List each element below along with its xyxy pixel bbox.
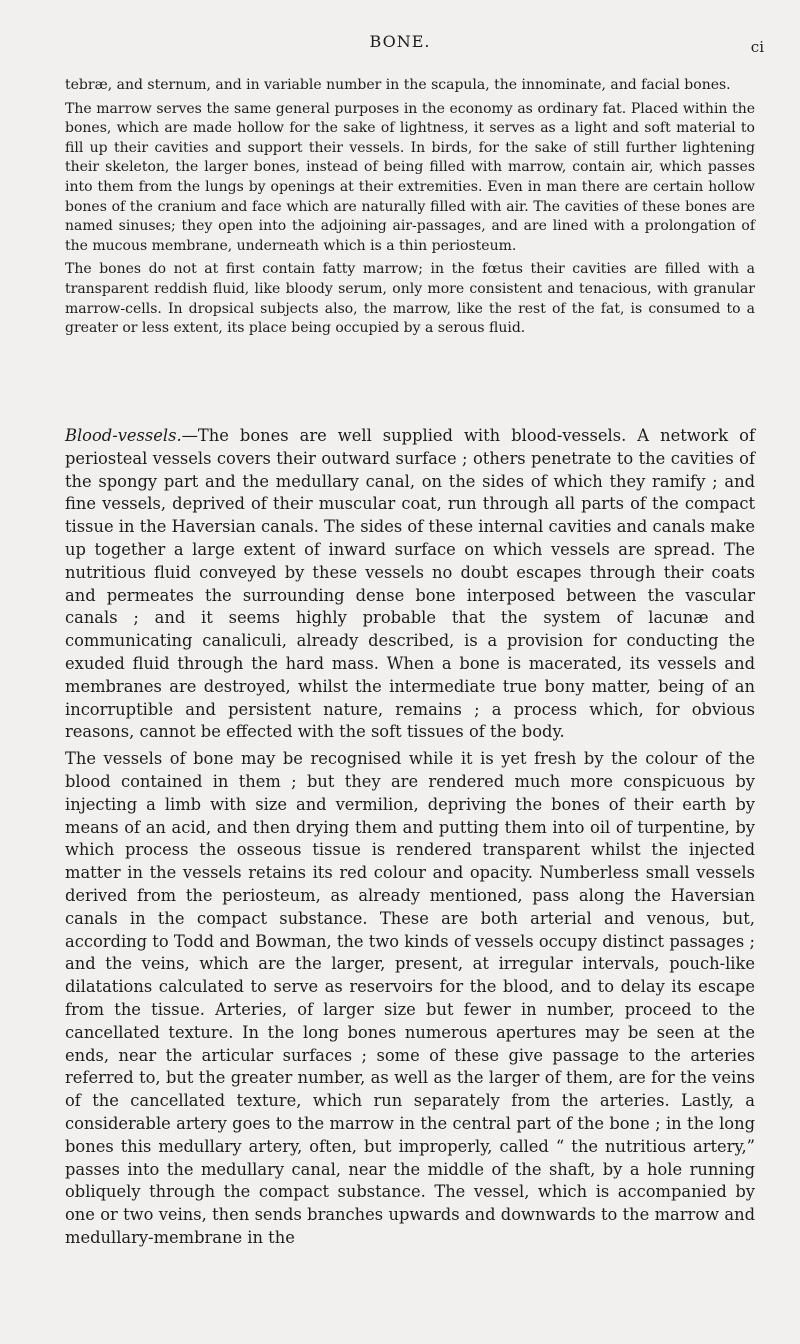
paragraph-blood-vessels [65, 425, 755, 744]
page-title: BONE. [369, 32, 431, 51]
small-print-section [65, 76, 755, 339]
paragraph-fetal-marrow: The bones do not at first contain fatty marrow; in the fœtus their cavities are filled with a transparent reddish fluid, like bloody serum, only more consistent and tenacious, with granular marrow-cells. In dropsical subjects also, the marrow, like the rest of the fat, is consumed to a greater or less extent, its place being occupied by a serous fluid. [65, 261, 755, 337]
page-number: ci [750, 38, 764, 56]
blood-vessels-section [65, 425, 755, 1250]
paragraph-marrow-purpose: The marrow serves the same general purposes in the economy as ordinary fat. Placed within the bones, which are made hollow for the sake of lightness, it serves as a light and soft material to fill up their cavities and support their vessels. In birds, for the sake of still further lightening their skeleton, the larger bones, instead of being filled with marrow, contain air, which passes into them from the lungs by openings at their extremities. Even in man there are certain hollow bones of the cranium and face which are naturally filled with air. The cavities of these bones are named sinuses; they open into the adjoining air-passages, and are lined with a prolongation of the mucous membrane, underneath which is a thin periosteum. [65, 100, 755, 254]
section-lead: Blood-vessels. [65, 426, 182, 445]
paragraph-continuation: tebræ, and sternum, and in variable number in the scapula, the innominate, and facial bones. [65, 77, 731, 93]
running-header [0, 30, 800, 60]
paragraph-blood-vessels-body: —The bones are well supplied with blood-vessels. A network of periosteal vessels covers their outward surface ; others penetrate to the cavities of the spongy part and the medullary canal, on the sides of which they ramify ; and fine vessels, deprived of their muscular coat, run through all parts of the compact tissue in the Haversian canals. The sides of these internal cavities and canals make up together a large extent of inward surface on which vessels are spread. The nutritious fluid conveyed by these vessels no doubt escapes through their coats and permeates the surrounding dense bone interposed between the vascular canals ; and it seems highly probable that the system of lacunæ and communicating canaliculi, already described, is a provision for conducting the exuded fluid through the hard mass. When a bone is macerated, its vessels and membranes are destroyed, whilst the intermediate true bony matter, being of an incorruptible and persistent nature, remains ; a process which, for obvious reasons, cannot be effected with the soft tissues of the body. [65, 426, 755, 742]
paragraph-vessels-recognised: The vessels of bone may be recognised while it is yet fresh by the colour of the blood contained in them ; but they are rendered much more conspicuous by injecting a limb with size and vermilion, depriving the bones of their earth by means of an acid, and then drying them and putting them into oil of turpentine, by which process the osseous tissue is rendered transparent whilst the injected matter in the vessels retains its red colour and opacity. Numberless small vessels derived from the periosteum, as already mentioned, pass along the Haversian canals in the compact substance. These are both arterial and venous, but, according to Todd and Bowman, the two kinds of vessels occupy distinct passages ; and the veins, which are the larger, present, at irregular intervals, pouch-like dilatations calculated to serve as reservoirs for the blood, and to delay its escape from the tissue. Arteries, of larger size but fewer in number, proceed to the cancellated texture. In the long bones numerous apertures may be seen at the ends, near the articular surfaces ; some of these give passage to the arteries referred to, but the greater number, as well as the larger of them, are for the veins of the cancellated texture, which run separately from the arteries. Lastly, a considerable artery goes to the marrow in the central part of the bone ; in the long bones this medullary artery, often, but improperly, called “ the nutritious artery,” passes into the medullary canal, near the middle of the shaft, by a hole running obliquely through the compact substance. The vessel, which is accompanied by one or two veins, then sends branches upwards and downwards to the marrow and medullary-membrane in the [65, 749, 755, 1247]
